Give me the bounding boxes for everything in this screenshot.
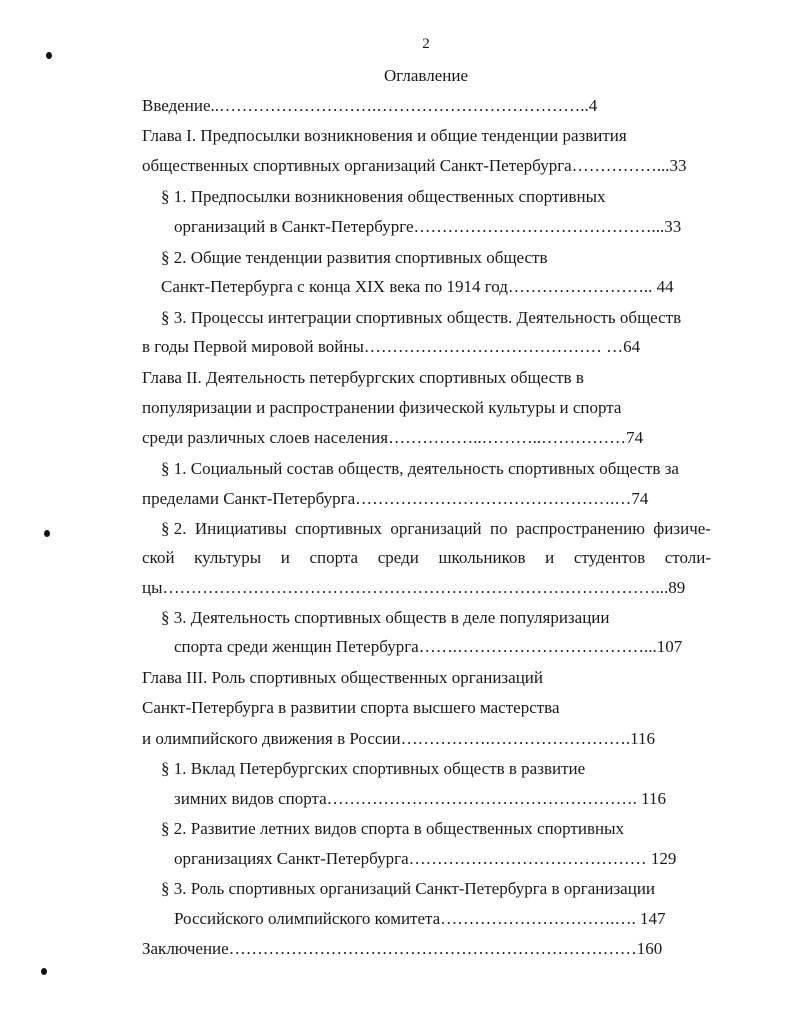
toc-section-3-1: § 1. Вклад Петербургских спортивных обществ в развитие (161, 759, 586, 778)
toc-chapter-1-title-cont: общественных спортивных организаций Санкт-Петербурга……………...33 (142, 156, 687, 175)
toc-entry-conclusion: Заключение………………………………………………………………160 (142, 939, 663, 958)
toc-chapter-3-title: Глава III. Роль спортивных общественных организаций (142, 668, 543, 687)
toc-section-2-2-cont: цы……………………………………………………………………………...89 (142, 578, 686, 597)
toc-section-1-2: § 2. Общие тенденции развития спортивных обществ (161, 248, 548, 267)
toc-section-1-1-cont: организаций в Санкт-Петербурге……………………………………...33 (174, 217, 682, 236)
toc-chapter-3-title-cont: и олимпийского движения в России…………….…………………….116 (142, 729, 655, 748)
toc-section-2-2: § 2. Инициативы спортивных организаций по распространению физиче- (161, 519, 711, 538)
page-number: 2 (422, 36, 430, 52)
toc-chapter-1-title: Глава I. Предпосылки возникновения и общие тенденции развития (142, 126, 627, 145)
toc-section-1-2-cont: Санкт-Петербурга с конца XIX века по 1914 год…………………….. 44 (161, 277, 674, 296)
toc-section-2-1: § 1. Социальный состав обществ, деятельность спортивных обществ за (161, 459, 679, 478)
toc-section-2-1-cont: пределами Санкт-Петербурга……………………………………….…74 (142, 489, 649, 508)
toc-section-1-3-cont: в годы Первой мировой войны…………………………………… …64 (142, 337, 641, 356)
toc-section-3-1-cont: зимних видов спорта………………………………………………. 116 (174, 789, 667, 808)
toc-chapter-3-title-cont: Санкт-Петербурга в развитии спорта высшего мастерства (142, 698, 560, 717)
toc-entry-introduction: Введение..……………………….………………………………..4 (142, 96, 598, 115)
toc-section-1-1: § 1. Предпосылки возникновения общественных спортивных (161, 187, 606, 206)
toc-section-3-3-cont: Российского олимпийского комитета………………………….…. 147 (174, 909, 666, 928)
toc-chapter-2-title-cont: популяризации и распространении физической культуры и спорта (142, 398, 622, 417)
toc-section-2-3-cont: спорта среди женщин Петербурга…….……………………………...107 (174, 637, 683, 656)
toc-section-2-3: § 3. Деятельность спортивных обществ в деле популяризации (161, 608, 610, 627)
toc-section-3-3: § 3. Роль спортивных организаций Санкт-Петербурга в организации (161, 879, 656, 898)
toc-section-3-2: § 2. Развитие летних видов спорта в общественных спортивных (161, 819, 625, 838)
scan-mark (46, 52, 52, 59)
scan-mark (41, 968, 47, 975)
toc-section-1-3: § 3. Процессы интеграции спортивных обществ. Деятельность обществ (161, 308, 682, 327)
toc-section-2-2-cont: ской культуры и спорта среди школьников и студентов столи- (142, 548, 711, 567)
toc-section-3-2-cont: организациях Санкт-Петербурга…………………………………… 129 (174, 849, 677, 868)
page-title: Оглавление (384, 66, 468, 85)
toc-chapter-2-title-cont: среди различных слоев населения……………..………..……………74 (142, 428, 644, 447)
scan-mark (44, 530, 50, 537)
toc-chapter-2-title: Глава II. Деятельность петербургских спортивных обществ в (142, 368, 584, 387)
